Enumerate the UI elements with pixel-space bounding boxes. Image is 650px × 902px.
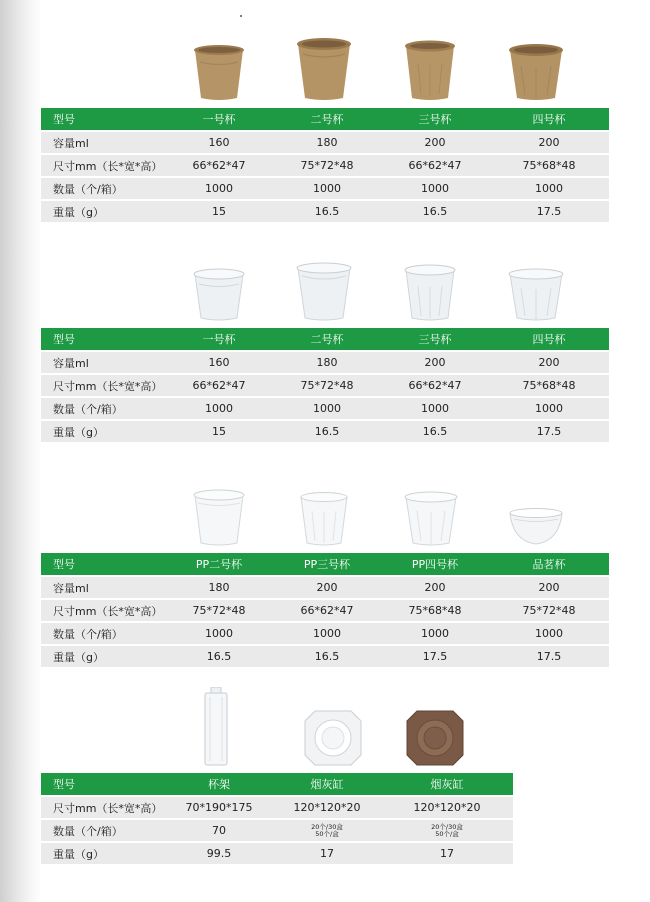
quantity-value: 1000 [489,398,609,419]
size-row [41,797,513,818]
size-value: 120*120*20 [273,797,381,818]
quantity-value: 70 [165,820,273,841]
quantity-value: 1000 [381,623,489,644]
quantity-value: 1000 [381,398,489,419]
weight-row [41,646,609,667]
clear-cup-rack-icon [201,687,231,767]
quantity-value: 1000 [381,178,489,199]
weight-label: 重量（g） [41,201,165,222]
model-name: PP三号杯 [273,553,381,575]
clear-pp-cup-icon [191,487,247,547]
size-label: 尺寸mm（长*宽*高） [41,155,165,176]
capacity-label: 容量ml [41,132,165,153]
weight-label: 重量（g） [41,646,165,667]
model-name: PP四号杯 [381,553,489,575]
page-edge-shadow [0,0,42,902]
white-plastic-cup-icon [403,262,457,322]
quantity-label: 数量（个/箱） [41,398,165,419]
size-value: 75*72*48 [273,155,381,176]
capacity-label: 容量ml [41,352,165,373]
model-name: 三号杯 [381,328,489,350]
size-value: 70*190*175 [165,797,273,818]
model-name: 一号杯 [165,328,273,350]
clear-pp-cup-icon [403,489,459,547]
quantity-value-small [273,820,381,841]
size-value: 75*72*48 [273,375,381,396]
size-row [41,155,609,176]
brown-biodegradable-cup-icon [507,40,565,102]
capacity-value: 180 [273,132,381,153]
capacity-value: 160 [165,132,273,153]
weight-value: 17.5 [489,421,609,442]
model-name: 杯架 [165,773,273,795]
table-header-row [41,108,609,130]
size-value: 66*62*47 [381,155,489,176]
cup-images [41,481,609,551]
cup-images [41,36,609,106]
white-plastic-cup-icon [507,266,565,322]
quantity-value: 1000 [489,623,609,644]
model-name: 二号杯 [273,108,381,130]
capacity-row [41,577,609,598]
capacity-value: 200 [381,352,489,373]
cup-images [41,256,609,326]
model-name: 烟灰缸 [273,773,381,795]
brown-biodegradable-cup-icon [191,40,247,102]
size-value: 75*72*48 [165,600,273,621]
size-value: 75*72*48 [489,600,609,621]
weight-value: 16.5 [273,646,381,667]
model-name: 三号杯 [381,108,489,130]
weight-value: 16.5 [273,201,381,222]
weight-value: 17.5 [489,201,609,222]
table-header-row [41,328,609,350]
table-header-row [41,773,513,795]
capacity-value: 160 [165,352,273,373]
model-header: 型号 [41,108,165,130]
size-value: 66*62*47 [165,155,273,176]
quantity-value: 1000 [165,178,273,199]
size-label: 尺寸mm（长*宽*高） [41,797,165,818]
quantity-value: 1000 [273,623,381,644]
model-header: 型号 [41,328,165,350]
capacity-value: 180 [273,352,381,373]
section-rack-ashtrays [41,685,513,866]
size-value: 66*62*47 [381,375,489,396]
capacity-value: 200 [273,577,381,598]
weight-value: 16.5 [381,201,489,222]
quantity-label: 数量（个/箱） [41,820,165,841]
product-images [41,685,513,771]
capacity-value: 200 [381,577,489,598]
model-name: PP二号杯 [165,553,273,575]
weight-value: 17 [273,843,381,864]
quantity-value: 1000 [165,623,273,644]
model-name: 二号杯 [273,328,381,350]
size-value: 120*120*20 [381,797,513,818]
weight-row [41,421,609,442]
size-value: 66*62*47 [165,375,273,396]
quantity-value-small [381,820,513,841]
quantity-label: 数量（个/箱） [41,623,165,644]
size-row [41,600,609,621]
weight-value: 15 [165,201,273,222]
quantity-note: 20个/30盒 [431,822,463,831]
speck [240,15,242,17]
weight-value: 17.5 [381,646,489,667]
section-white-cups [41,256,609,444]
weight-label: 重量（g） [41,421,165,442]
model-name: 品茗杯 [489,553,609,575]
white-tea-cup-icon [507,507,565,547]
quantity-value: 1000 [273,398,381,419]
weight-value: 17.5 [489,646,609,667]
size-label: 尺寸mm（长*宽*高） [41,375,165,396]
quantity-row [41,623,609,644]
capacity-value: 200 [489,352,609,373]
model-name: 四号杯 [489,108,609,130]
model-name: 一号杯 [165,108,273,130]
capacity-row [41,132,609,153]
weight-value: 16.5 [165,646,273,667]
brown-biodegradable-cup-icon [295,34,353,102]
weight-value: 17 [381,843,513,864]
weight-value: 16.5 [381,421,489,442]
capacity-row [41,352,609,373]
capacity-label: 容量ml [41,577,165,598]
brown-biodegradable-cup-icon [403,36,457,102]
weight-row [41,843,513,864]
section-brown-cups [41,36,609,224]
size-value: 75*68*48 [381,600,489,621]
quantity-value: 1000 [165,398,273,419]
section-pp-cups [41,481,609,669]
spec-table-rack-ashtrays [41,771,513,866]
capacity-value: 180 [165,577,273,598]
capacity-value: 200 [489,132,609,153]
size-label: 尺寸mm（长*宽*高） [41,600,165,621]
clear-pp-cup-icon [297,489,351,547]
model-name: 烟灰缸 [381,773,513,795]
model-header: 型号 [41,553,165,575]
model-name: 四号杯 [489,328,609,350]
capacity-value: 200 [381,132,489,153]
white-plastic-cup-icon [191,266,247,322]
capacity-value: 200 [489,577,609,598]
quantity-row [41,398,609,419]
quantity-row [41,820,513,841]
weight-row [41,201,609,222]
weight-value: 99.5 [165,843,273,864]
spec-table-pp-cups [41,551,609,669]
size-value: 75*68*48 [489,375,609,396]
size-row [41,375,609,396]
size-value: 75*68*48 [489,155,609,176]
white-plastic-cup-icon [295,260,353,322]
weight-value: 16.5 [273,421,381,442]
spec-table-white-cups [41,326,609,444]
quantity-note: 50个/盒 [435,829,459,838]
weight-label: 重量（g） [41,843,165,864]
weight-value: 15 [165,421,273,442]
model-header: 型号 [41,773,165,795]
quantity-label: 数量（个/箱） [41,178,165,199]
brown-ashtray-icon [405,709,465,767]
quantity-value: 1000 [489,178,609,199]
quantity-note: 20个/30盒 [311,822,343,831]
size-value: 66*62*47 [273,600,381,621]
quantity-value: 1000 [273,178,381,199]
quantity-note: 50个/盒 [315,829,339,838]
quantity-row [41,178,609,199]
white-ashtray-icon [303,709,363,767]
spec-table-brown-cups [41,106,609,224]
table-header-row [41,553,609,575]
